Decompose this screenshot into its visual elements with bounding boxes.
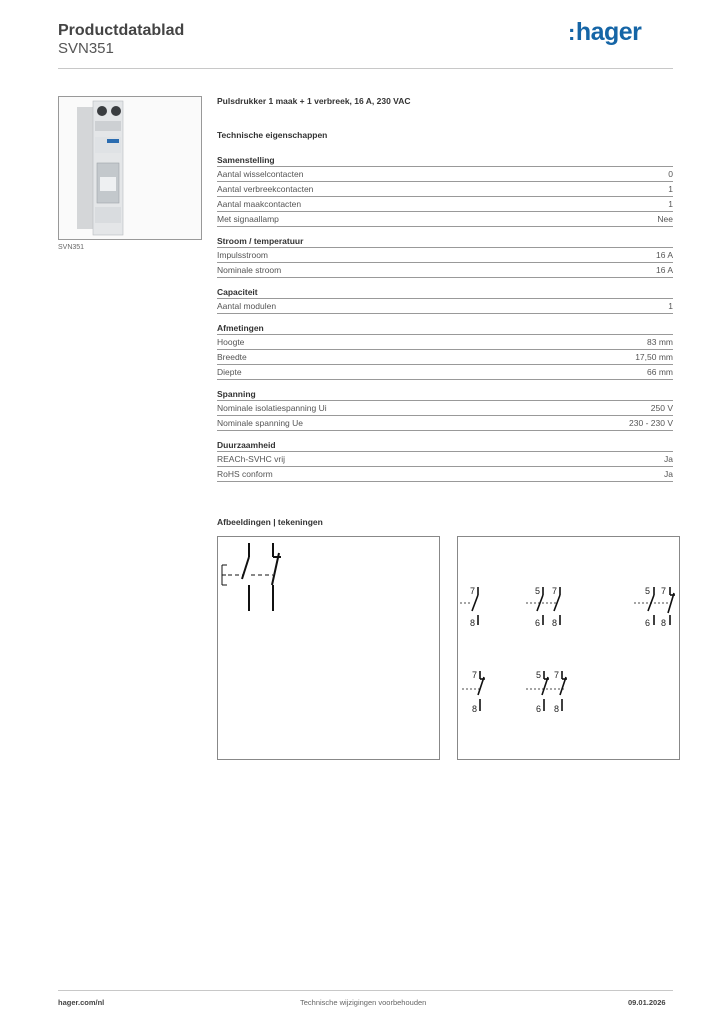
- terminal-label: 8: [472, 704, 478, 714]
- row-label: Nominale spanning Ue: [217, 418, 303, 428]
- table-row: [217, 263, 673, 278]
- photo-caption: SVN351: [58, 244, 85, 251]
- circuit-symbol-drawing: [217, 536, 440, 760]
- footer-date: 09.01.2026: [628, 998, 666, 1007]
- terminal-label: 6: [535, 618, 541, 628]
- product-code: SVN351: [58, 40, 114, 57]
- terminal-label: 7: [472, 670, 478, 680]
- section-title: Duurzaamheid: [217, 439, 673, 452]
- table-row: [217, 212, 673, 227]
- table-row: [217, 299, 673, 314]
- row-label: Hoogte: [217, 337, 245, 347]
- table-row: [217, 167, 673, 182]
- row-label: Aantal modulen: [217, 301, 277, 311]
- section-title: Stroom / temperatuur: [217, 235, 673, 248]
- logo-text: hager: [575, 18, 642, 46]
- table-row: [217, 248, 673, 263]
- terminal-label: 7: [470, 586, 476, 596]
- terminal-label: 8: [470, 618, 476, 628]
- page-title: Productdatablad: [58, 22, 185, 39]
- row-label: Impulsstroom: [217, 250, 269, 260]
- section-stroom-temperatuur: [217, 235, 673, 278]
- row-value: 66 mm: [647, 367, 673, 377]
- row-value: 1: [668, 184, 673, 194]
- row-value: Ja: [664, 454, 673, 464]
- terminal-label: 7: [661, 586, 667, 596]
- product-title: Pulsdrukker 1 maak + 1 verbreek, 16 A, 230 VAC: [217, 96, 411, 106]
- contact-variants-icon: [458, 537, 679, 759]
- row-value: 250 V: [650, 403, 673, 413]
- section-spanning: [217, 388, 673, 431]
- row-label: Met signaallamp: [217, 214, 279, 224]
- row-value: 1: [668, 199, 673, 209]
- section-title: Spanning: [217, 388, 673, 401]
- table-row: [217, 416, 673, 431]
- section-samenstelling: [217, 154, 673, 227]
- terminal-label: 8: [552, 618, 558, 628]
- row-value: 17,50 mm: [635, 352, 673, 362]
- row-value: 1: [668, 301, 673, 311]
- terminal-label: 5: [645, 586, 651, 596]
- table-row: [217, 335, 673, 350]
- row-value: 16 A: [655, 265, 673, 275]
- table-row: [217, 350, 673, 365]
- properties-heading: Technische eigenschappen: [217, 130, 328, 140]
- row-label: Nominale isolatiespanning Ui: [217, 403, 327, 413]
- row-label: Diepte: [217, 367, 242, 377]
- terminal-label: 6: [536, 704, 542, 714]
- logo-dots-icon: :: [568, 20, 575, 45]
- row-value: 230 - 230 V: [629, 418, 673, 428]
- product-photo: [58, 96, 202, 240]
- footer-disclaimer: Technische wijzigingen voorbehouden: [300, 998, 427, 1007]
- product-image-icon: [59, 97, 201, 239]
- row-value: Nee: [657, 214, 673, 224]
- table-row: [217, 365, 673, 380]
- footer-divider: [58, 990, 673, 991]
- table-row: [217, 401, 673, 416]
- contact-variants-drawing: [457, 536, 680, 760]
- table-row: [217, 467, 673, 482]
- terminal-label: 8: [661, 618, 667, 628]
- row-label: Aantal maakcontacten: [217, 199, 302, 209]
- row-value: 16 A: [655, 250, 673, 260]
- section-afmetingen: [217, 322, 673, 380]
- section-title: Samenstelling: [217, 154, 673, 167]
- row-label: Breedte: [217, 352, 247, 362]
- row-label: Nominale stroom: [217, 265, 282, 275]
- section-title: Afmetingen: [217, 322, 673, 335]
- row-value: Ja: [664, 469, 673, 479]
- table-row: [217, 182, 673, 197]
- row-label: RoHS conform: [217, 469, 273, 479]
- footer-website: hager.com/nl: [58, 998, 105, 1007]
- table-row: [217, 197, 673, 212]
- row-value: 0: [668, 169, 673, 179]
- table-row: [217, 452, 673, 467]
- images-heading: Afbeeldingen | tekeningen: [217, 517, 323, 527]
- row-value: 83 mm: [647, 337, 673, 347]
- header-divider: [58, 68, 673, 69]
- section-duurzaamheid: [217, 439, 673, 482]
- terminal-label: 5: [536, 670, 542, 680]
- hager-logo: [568, 18, 641, 47]
- terminal-label: 7: [552, 586, 558, 596]
- terminal-label: 8: [554, 704, 560, 714]
- row-label: Aantal verbreekcontacten: [217, 184, 314, 194]
- row-label: Aantal wisselcontacten: [217, 169, 304, 179]
- pushbutton-symbol-icon: [218, 537, 439, 759]
- terminal-label: 6: [645, 618, 651, 628]
- product-details: [217, 92, 673, 490]
- section-title: Capaciteit: [217, 286, 673, 299]
- terminal-label: 7: [554, 670, 560, 680]
- section-capaciteit: [217, 286, 673, 314]
- terminal-label: 5: [535, 586, 541, 596]
- row-label: REACh-SVHC vrij: [217, 454, 286, 464]
